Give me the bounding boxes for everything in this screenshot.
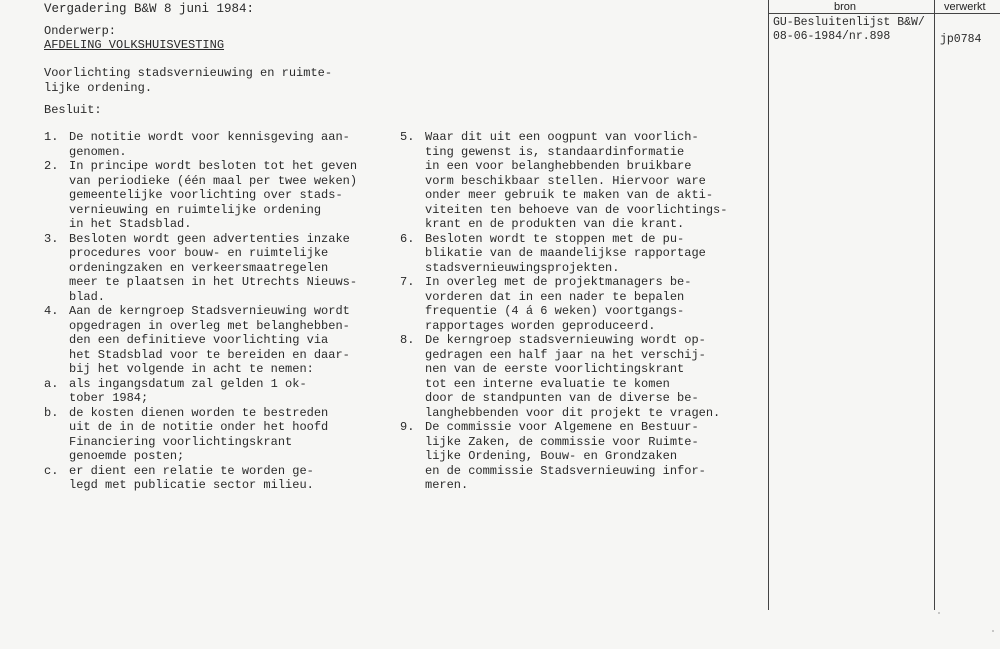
item-number: 2.	[44, 159, 59, 173]
item-text: De commissie voor Algemene en Bestuur- lijke Zaken, de commissie voor Ruimte- lijke Ordening, Bouw- en Grondzaken en de commissie Stadsvernieuwing infor- meren.	[425, 420, 706, 492]
item-number: 8.	[400, 333, 415, 347]
decision-list-right	[400, 130, 740, 493]
processed-code: jp0784	[940, 33, 982, 46]
list-item	[400, 333, 740, 420]
list-item	[400, 275, 740, 333]
subject-value: AFDELING VOLKSHUISVESTING	[44, 38, 225, 52]
list-item	[44, 130, 374, 159]
item-text: De kerngroep stadsvernieuwing wordt op- gedragen een half jaar na het verschij- nen van de eerste voorlichtingskrant tot een interne evaluatie te komen door de standpunten van de diverse be- langhebbenden voor dit projekt te vragen.	[425, 333, 721, 420]
item-text: Besloten wordt te stoppen met de pu- blikatie van de maandelijkse rapportage stadsvernieuwingsprojekten.	[425, 231, 706, 275]
source-column-header: bron	[834, 1, 857, 13]
item-text: Aan de kerngroep Stadsvernieuwing wordt opgedragen in overleg met belanghebben- den een definitieve voorlichting via het Stadsblad voor te bereiden en daar- bij het volgende in acht te nemen:	[69, 304, 350, 376]
sub-item-letter: a.	[44, 376, 59, 391]
decision-label: Besluit:	[44, 103, 102, 117]
list-item	[400, 420, 740, 493]
list-item	[400, 130, 740, 232]
sub-item-letter: b.	[44, 405, 59, 420]
margin-header-rule	[768, 13, 1000, 14]
sub-item	[44, 406, 350, 464]
processed-column-header: verwerkt	[944, 1, 986, 13]
item-text: De notitie wordt voor kennisgeving aan- genomen.	[69, 130, 350, 159]
sub-item-text: de kosten dienen worden te bestreden uit de in de notitie onder het hoofd Financiering voorlichtingskrant genoemde posten;	[69, 405, 329, 463]
item-number: 9.	[400, 420, 415, 434]
meeting-heading: Vergadering B&W 8 juni 1984:	[44, 2, 255, 16]
list-item	[44, 304, 374, 493]
item-number: 5.	[400, 130, 415, 144]
item-text: In principe wordt besloten tot het geven van periodieke (één maal per twee weken) gemeentelijke voorlichting over stads- vernieuwing en ruimtelijke ordening in het Stadsblad.	[69, 159, 358, 231]
item-number: 6.	[400, 231, 415, 246]
item-number: 1.	[44, 130, 59, 144]
margin-left-rule	[768, 0, 769, 610]
scan-speck	[938, 612, 940, 614]
margin-middle-rule	[934, 0, 935, 610]
source-reference: GU-Besluitenlijst B&W/ 08-06-1984/nr.898	[773, 16, 925, 43]
list-item	[400, 232, 740, 276]
item-text: Besloten wordt geen advertenties inzake procedures voor bouw- en ruimtelijke ordeningzaken en verkeersmaatregelen meer te plaatsen in het Utrechts Nieuws- blad.	[69, 231, 358, 304]
subject-label: Onderwerp:	[44, 24, 117, 38]
item-number: 3.	[44, 231, 59, 246]
sub-item-text: als ingangsdatum zal gelden 1 ok- tober 1984;	[69, 376, 307, 405]
topic-text: Voorlichting stadsvernieuwing en ruimte- lijke ordening.	[44, 66, 333, 95]
list-item	[44, 232, 374, 305]
sub-item	[44, 377, 350, 406]
item-text: In overleg met de projektmanagers be- vorderen dat in een nader te bepalen frequentie (4 á 6 weken) voortgangs- rapportages worden geproduceerd.	[425, 275, 692, 333]
item-number: 7.	[400, 275, 415, 289]
sub-item-text: er dient een relatie te worden ge- legd met publicatie sector milieu.	[69, 463, 314, 492]
sub-item-letter: c.	[44, 463, 59, 478]
decision-list-left	[44, 130, 374, 493]
item-number: 4.	[44, 304, 59, 318]
sub-item	[44, 464, 350, 493]
list-item	[44, 159, 374, 232]
scan-speck	[992, 630, 994, 632]
item-text: Waar dit uit een oogpunt van voorlich- ting gewenst is, standaardinformatie in een voor belanghebbenden bruikbare vorm beschikbaar stellen. Hiervoor ware onder meer gebruik te maken van de akti- viteiten ten behoeve van de voorlichtings- krant en de produkten van die krant.	[425, 130, 728, 231]
